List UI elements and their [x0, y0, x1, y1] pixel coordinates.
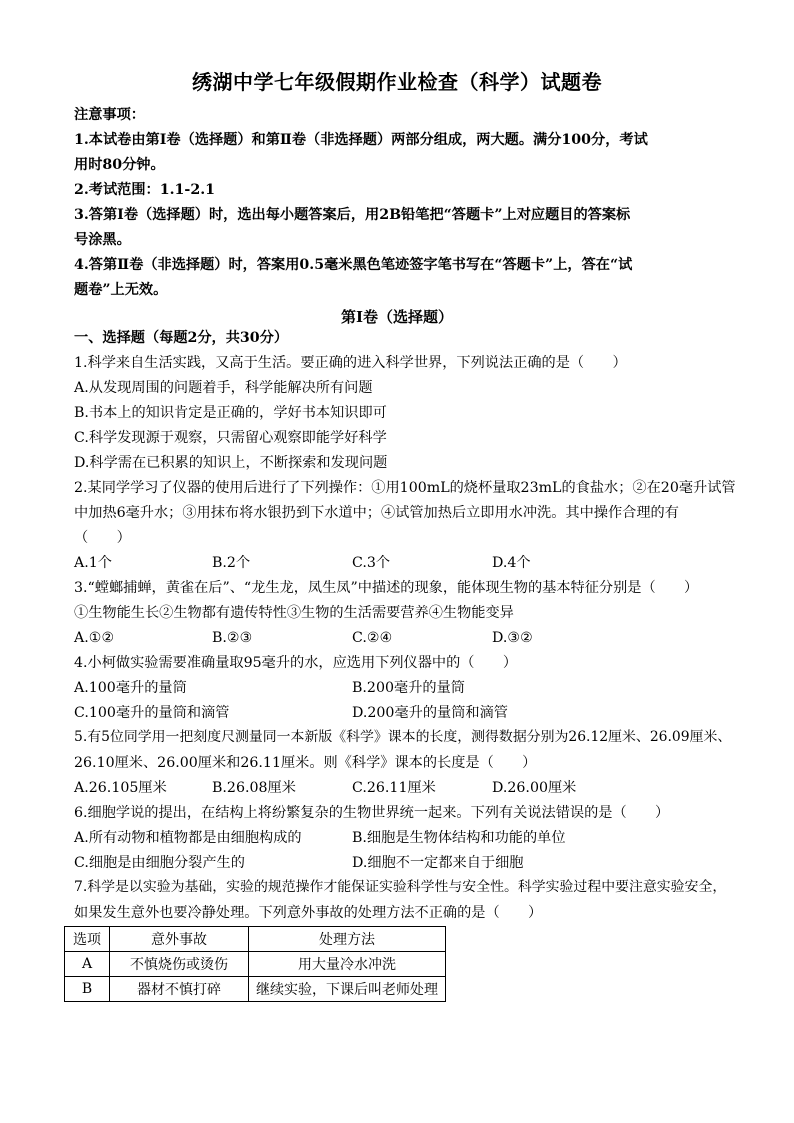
q4-option-a: A.100毫升的量筒	[74, 680, 187, 696]
q1-option-d: D.科学需在已积累的知识上，不断探索和发现问题	[74, 455, 388, 471]
q4-option-b: B.200毫升的量筒	[352, 680, 465, 696]
q3-stem: 3.“螳螂捕蝉，黄雀在后”、“龙生龙，凤生凤”中描述的现象，能体现生物的基本特征分别是（ ）	[74, 580, 699, 596]
note-3-line-1: 3.答第Ⅰ卷（选择题）时，选出每小题答案后，用2B铅笔把“答题卡”上对应题目的答案标	[74, 207, 631, 223]
q2-option-a: A.1个	[74, 555, 112, 571]
q3-option-b: B.②③	[212, 630, 253, 646]
q5-stem-line-2: 26.10厘米、26.00厘米和26.11厘米。则《科学》课本的长度是（ ）	[74, 755, 537, 771]
table-cell: 用大量冷水冲洗	[249, 952, 446, 977]
table-header-cell: 选项	[65, 927, 110, 952]
q3-option-a: A.①②	[74, 630, 115, 646]
note-1-line-2: 用时80分钟。	[74, 157, 165, 173]
q2-option-b: B.2个	[212, 555, 251, 571]
table-cell: B	[65, 977, 110, 1002]
q2-stem-line-3: （ ）	[74, 530, 131, 546]
notes-heading: 注意事项：	[74, 107, 145, 123]
part-title: 一、选择题（每题2分，共30分）	[74, 330, 289, 346]
table-row	[65, 952, 446, 977]
table-header-row	[65, 927, 446, 952]
q1-option-b: B.书本上的知识肯定是正确的，学好书本知识即可	[74, 405, 387, 421]
table-cell: 继续实验，下课后叫老师处理	[249, 977, 446, 1002]
table-header-cell: 处理方法	[249, 927, 446, 952]
note-3-line-2: 号涂黑。	[74, 232, 131, 248]
q2-option-d: D.4个	[492, 555, 531, 571]
note-1-line-1: 1.本试卷由第Ⅰ卷（选择题）和第Ⅱ卷（非选择题）两部分组成，两大题。满分100分，考试	[74, 132, 648, 148]
q6-option-c: C.细胞是由细胞分裂产生的	[74, 855, 245, 871]
table-header-cell: 意外事故	[110, 927, 249, 952]
q4-option-c: C.100毫升的量筒和滴管	[74, 705, 230, 721]
q4-stem: 4.小柯做实验需要准确量取95毫升的水，应选用下列仪器中的（ ）	[74, 655, 518, 671]
q6-option-a: A.所有动物和植物都是由细胞构成的	[74, 830, 302, 846]
note-4-line-1: 4.答第Ⅱ卷（非选择题）时，答案用0.5毫米黑色笔迹签字笔书写在“答题卡”上，答在“试	[74, 257, 633, 273]
note-2: 2.考试范围：1.1-2.1	[74, 182, 216, 198]
section-title: 第Ⅰ卷（选择题）	[340, 308, 454, 326]
q3-option-d: D.③②	[492, 630, 533, 646]
q6-option-b: B.细胞是生物体结构和功能的单位	[352, 830, 566, 846]
q3-option-c: C.②④	[352, 630, 393, 646]
q4-option-d: D.200毫升的量筒和滴管	[352, 705, 508, 721]
q3-items: ①生物能生长②生物都有遗传特性③生物的生活需要营养④生物能变异	[74, 605, 514, 621]
q2-stem-line-2: 中加热6毫升水；③用抹布将水银扔到下水道中；④试管加热后立即用水冲洗。其中操作合理的有	[74, 505, 679, 521]
q1-option-a: A.从发现周围的问题着手，科学能解决所有问题	[74, 380, 373, 396]
q1-stem: 1.科学来自生活实践，又高于生活。要正确的进入科学世界，下列说法正确的是（ ）	[74, 355, 627, 371]
q5-option-d: D.26.00厘米	[492, 780, 577, 796]
q5-option-c: C.26.11厘米	[352, 780, 436, 796]
q2-option-c: C.3个	[352, 555, 391, 571]
q7-table	[64, 926, 446, 1002]
q2-stem-line-1: 2.某同学学习了仪器的使用后进行了下列操作：①用100mL的烧杯量取23mL的食盐水；②在20毫升试管	[74, 480, 736, 496]
q1-option-c: C.科学发现源于观察，只需留心观察即能学好科学	[74, 430, 387, 446]
table-cell: 不慎烧伤或烫伤	[110, 952, 249, 977]
page-title: 绣湖中学七年级假期作业检查（科学）试题卷	[192, 70, 602, 94]
q5-stem-line-1: 5.有5位同学用一把刻度尺测量同一本新版《科学》课本的长度，测得数据分别为26.12厘米、26.09厘米、	[74, 729, 732, 745]
q5-option-a: A.26.105厘米	[74, 780, 167, 796]
q6-stem: 6.细胞学说的提出，在结构上将纷繁复杂的生物世界统一起来。下列有关说法错误的是（ ）	[74, 805, 670, 821]
q5-option-b: B.26.08厘米	[212, 780, 296, 796]
q7-stem-line-2: 如果发生意外也要冷静处理。下列意外事故的处理方法不正确的是（ ）	[74, 905, 543, 921]
table-cell: A	[65, 952, 110, 977]
q6-option-d: D.细胞不一定都来自于细胞	[352, 855, 524, 871]
table-cell: 器材不慎打碎	[110, 977, 249, 1002]
table-row	[65, 977, 446, 1002]
note-4-line-2: 题卷”上无效。	[74, 282, 168, 298]
q7-stem-line-1: 7.科学是以实验为基础，实验的规范操作才能保证实验科学性与安全性。科学实验过程中要注意实验安全，	[74, 879, 727, 895]
